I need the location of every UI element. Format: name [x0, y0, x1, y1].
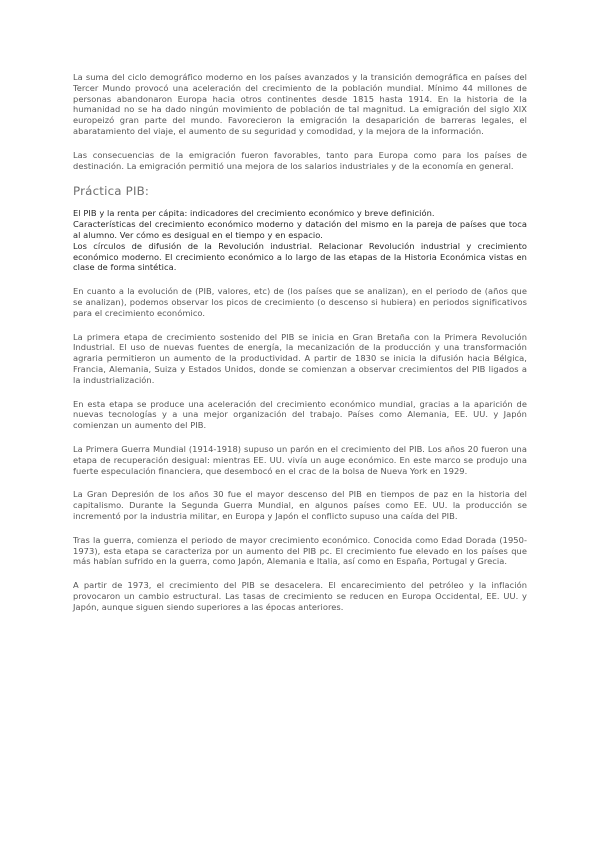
- paragraph-demographic-cycle: La suma del ciclo demográfico moderno en los países avanzados y la transición demográfica en países del Tercer Mundo provocó una aceleración del crecimiento de la población mundial. Mínimo 44 millones de personas abandonaron Europa hacia otros continentes desde 1815 hasta 1914. En la historia de la humanidad no se ha dado ningún movimiento de población de tal magnitud. La emigración del siglo XIX europeizó gran parte del mundo. Favorecieron la emigración la desaparición de barreras legales, el abaratamiento del viaje, el aumento de su seguridad y comodidad, y la mejora de la información.: [73, 72, 527, 136]
- task-item: El PIB y la renta per cápita: indicadores del crecimiento económico y breve definición.: [73, 208, 435, 219]
- task-list: [73, 208, 527, 273]
- paragraph-first-stage: La primera etapa de crecimiento sostenido del PIB se inicia en Gran Bretaña con la Primera Revolución Industrial. El uso de nuevas fuentes de energía, la mecanización de la producción y una transformación agraria permitieron un aumento de la productividad. A partir de 1830 se inicia la difusión hacia Bélgica, Francia, Alemania, Suiza y Estados Unidos, donde se comienzan a observar crecimientos del PIB ligados a la industrialización.: [73, 331, 527, 385]
- task-item: Los círculos de difusión de la Revolución industrial. Relacionar Revolución industrial y crecimiento económico moderno. El crecimiento económico a lo largo de las etapas de la Historia Económica vistas en clase de forma sintética.: [73, 240, 527, 273]
- paragraph-acceleration: En esta etapa se produce una aceleración del crecimiento económico mundial, gracias a la aparición de nuevas tecnologías y a una mejor organización del trabajo. Países como Alemania, EE. UU. y Japón comienzan un aumento del PIB.: [73, 398, 527, 431]
- task-item: Características del crecimiento económico moderno y datación del mismo en la pareja de países que toca al alumno. Ver cómo es desigual en el tiempo y en espacio.: [73, 219, 527, 240]
- paragraph-great-depression: La Gran Depresión de los años 30 fue el mayor descenso del PIB en tiempos de paz en la historia del capitalismo. Durante la Segunda Guerra Mundial, en algunos países como EE. UU. la producción se incrementó por la industria militar, en Europa y Japón el conflicto supuso una caída del PIB.: [73, 489, 527, 521]
- document-content: [73, 72, 527, 625]
- paragraph-post-1973: A partir de 1973, el crecimiento del PIB se desacelera. El encarecimiento del petróleo y la inflación provocaron un cambio estructural. Las tasas de crecimiento se reducen en Europa Occidental, EE. UU. y Japón, aunque siguen siendo superiores a las épocas anteriores.: [73, 580, 527, 612]
- paragraph-first-world-war: La Primera Guerra Mundial (1914-1918) supuso un parón en el crecimiento del PIB. Los años 20 fueron una etapa de recuperación desigual: mientras EE. UU. vivía un auge económico. En este marco se produjo una fuerte especulación financiera, que desembocó en el crac de la bolsa de Nueva York en 1929.: [73, 443, 527, 476]
- paragraph-evolution-intro: En cuanto a la evolución de (PIB, valores, etc) de (los países que se analizan), en el periodo de (años que se analizan), podemos observar los picos de crecimiento (o descenso si hubiera) en periodos significativos para el crecimiento económico.: [73, 286, 527, 318]
- section-title: Práctica PIB:: [73, 184, 150, 199]
- paragraph-golden-age: Tras la guerra, comienza el periodo de mayor crecimiento económico. Conocida como Edad Dorada (1950-1973), esta etapa se caracteriza por un aumento del PIB pc. El crecimiento fue elevado en los países que más habían sufrido en la guerra, como Japón, Alemania e Italia, así como en España, Portugal y Grecia.: [73, 534, 527, 567]
- paragraph-emigration-consequences: Las consecuencias de la emigración fueron favorables, tanto para Europa como para los países de destinación. La emigración permitió una mejora de los salarios industriales y de la economía en general.: [73, 149, 527, 171]
